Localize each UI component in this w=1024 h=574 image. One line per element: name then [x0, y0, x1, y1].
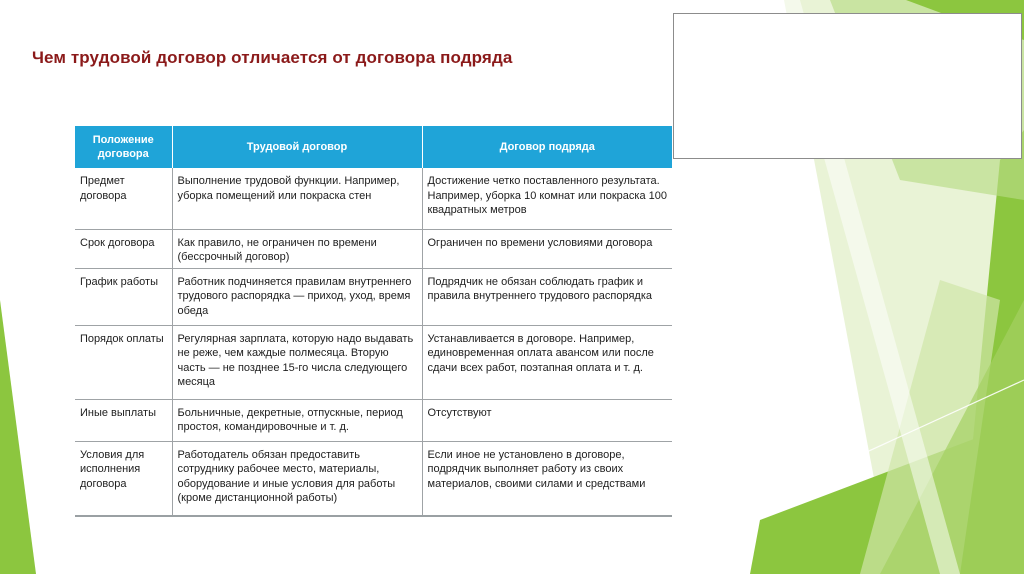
table-cell: Иные выплаты [75, 399, 172, 441]
table-cell: Предмет договора [75, 168, 172, 229]
blank-placeholder-box [673, 13, 1022, 159]
table-header-row [75, 126, 672, 168]
header-cell: Положение договора [75, 126, 172, 168]
table-row [75, 168, 672, 229]
table-cell: Если иное не установлено в договоре, подрядчик выполняет работу из своих материалов, своими силами и средствами [427, 448, 646, 490]
table-row [75, 325, 672, 399]
header-cell: Договор подряда [422, 126, 672, 168]
table-cell: Работодатель обязан предоставить сотруднику рабочее место, материалы, оборудование и иные условия для работы (кроме дистанционной работы) [172, 441, 422, 515]
table-cell: Устанавливается в договоре. Например, единовременная оплата авансом или после сдачи всех работ, поэтапная оплата и т. д. [422, 325, 672, 399]
table-cell: Регулярная зарплата, которую надо выдавать не реже, чем каждые полмесяца. Вторую часть — не позднее 15-го числа следующего месяца [172, 325, 422, 399]
table-row [75, 268, 672, 325]
table-cell: Порядок оплаты [75, 325, 172, 399]
table-cell: График работы [75, 268, 172, 325]
table-row [75, 229, 672, 268]
table-row [75, 399, 672, 441]
header-cell: Трудовой договор [172, 126, 422, 168]
table-cell: Больничные, декретные, отпускные, период простоя, командировочные и т. д. [172, 399, 422, 441]
table-cell: Подрядчик не обязан соблюдать график и правила внутреннего трудового распорядка [422, 268, 672, 325]
table-cell: Достижение четко поставленного результата. Например, уборка 10 комнат или покраска 100 квадратных метров [422, 168, 672, 229]
table-cell: Работник подчиняется правилам внутреннего трудового распорядка — приход, уход, время обеда [172, 268, 422, 325]
table-cell: Выполнение трудовой функции. Например, уборка помещений или покраска стен [172, 168, 422, 229]
table-cell: Условия для исполнения договора [75, 441, 172, 515]
table-cell: Отсутствуют [422, 399, 672, 441]
table-row [75, 441, 672, 515]
table-cell: Срок договора [75, 229, 172, 268]
slide-title: Чем трудовой договор отличается от договора подряда [32, 48, 513, 67]
table-cell: Ограничен по времени условиями договора [422, 229, 672, 268]
comparison-table [75, 126, 672, 515]
table-cell: Как правило, не ограничен по времени (бессрочный договор) [172, 229, 422, 268]
